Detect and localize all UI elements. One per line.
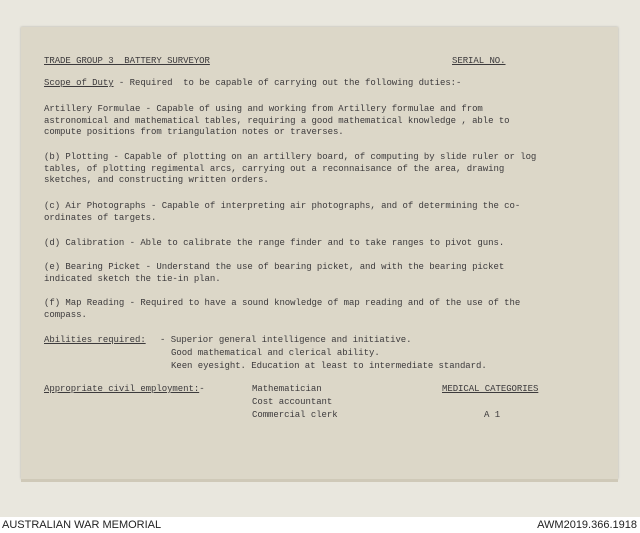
- duty-bearing-picket: (e) Bearing Picket - Understand the use of bearing picket, and with the bearing picket indicated sketch the tie-in plan.: [44, 262, 505, 284]
- trade-group-title: TRADE GROUP 3 BATTERY SURVEYOR: [44, 56, 210, 66]
- duty-air-photographs: (c) Air Photographs - Capable of interpreting air photographs, and of determining the co-ordinates of targets.: [44, 201, 521, 223]
- duty-calibration: (d) Calibration - Able to calibrate the range finder and to take ranges to pivot guns.: [44, 238, 505, 248]
- duty-plotting: (b) Plotting - Capable of plotting on an artillery board, of computing by slide ruler or log tables, of plotting regimental arcs, carrying out a reconnaisance of the area, drawing sketches, and constructing written orders.: [44, 152, 537, 185]
- scope-text: - Required to be capable of carrying out the following duties:-: [113, 78, 462, 88]
- civil-employment-dash: -: [199, 384, 205, 394]
- civil-employment: [44, 384, 205, 396]
- scope-of-duty: [44, 78, 461, 90]
- medical-category-value: A 1: [484, 410, 501, 420]
- scope-label: Scope of Duty: [44, 78, 114, 88]
- ability-line-1: - Superior general intelligence and initiative.: [160, 335, 412, 345]
- ability-line-3: Keen eyesight. Education at least to intermediate standard.: [171, 361, 487, 371]
- abilities-label: Abilities required:: [44, 335, 146, 345]
- ability-line-2: Good mathematical and clerical ability.: [171, 348, 380, 358]
- medical-categories-label: MEDICAL CATEGORIES: [442, 384, 539, 394]
- duty-map-reading: (f) Map Reading - Required to have a sound knowledge of map reading and of the use of the compass.: [44, 298, 521, 320]
- sheet-bottom-edge: [21, 479, 618, 482]
- civil-item-mathematician: Mathematician: [252, 384, 322, 394]
- civil-item-commercial-clerk: Commercial clerk: [252, 410, 338, 420]
- civil-employment-label: Appropriate civil employment:: [44, 384, 200, 394]
- footer-institution: AUSTRALIAN WAR MEMORIAL: [2, 519, 162, 531]
- civil-item-cost-accountant: Cost accountant: [252, 397, 333, 407]
- serial-number-label: SERIAL NO.: [452, 56, 506, 66]
- footer-item-id: AWM2019.366.1918: [537, 519, 637, 531]
- duty-artillery-formulae: Artillery Formulae - Capable of using and working from Artillery formulae and from astronomical and mathematical tables, requiring a good mathematical knowledge , able to compute positions from triangulation notes or traverses.: [44, 104, 510, 137]
